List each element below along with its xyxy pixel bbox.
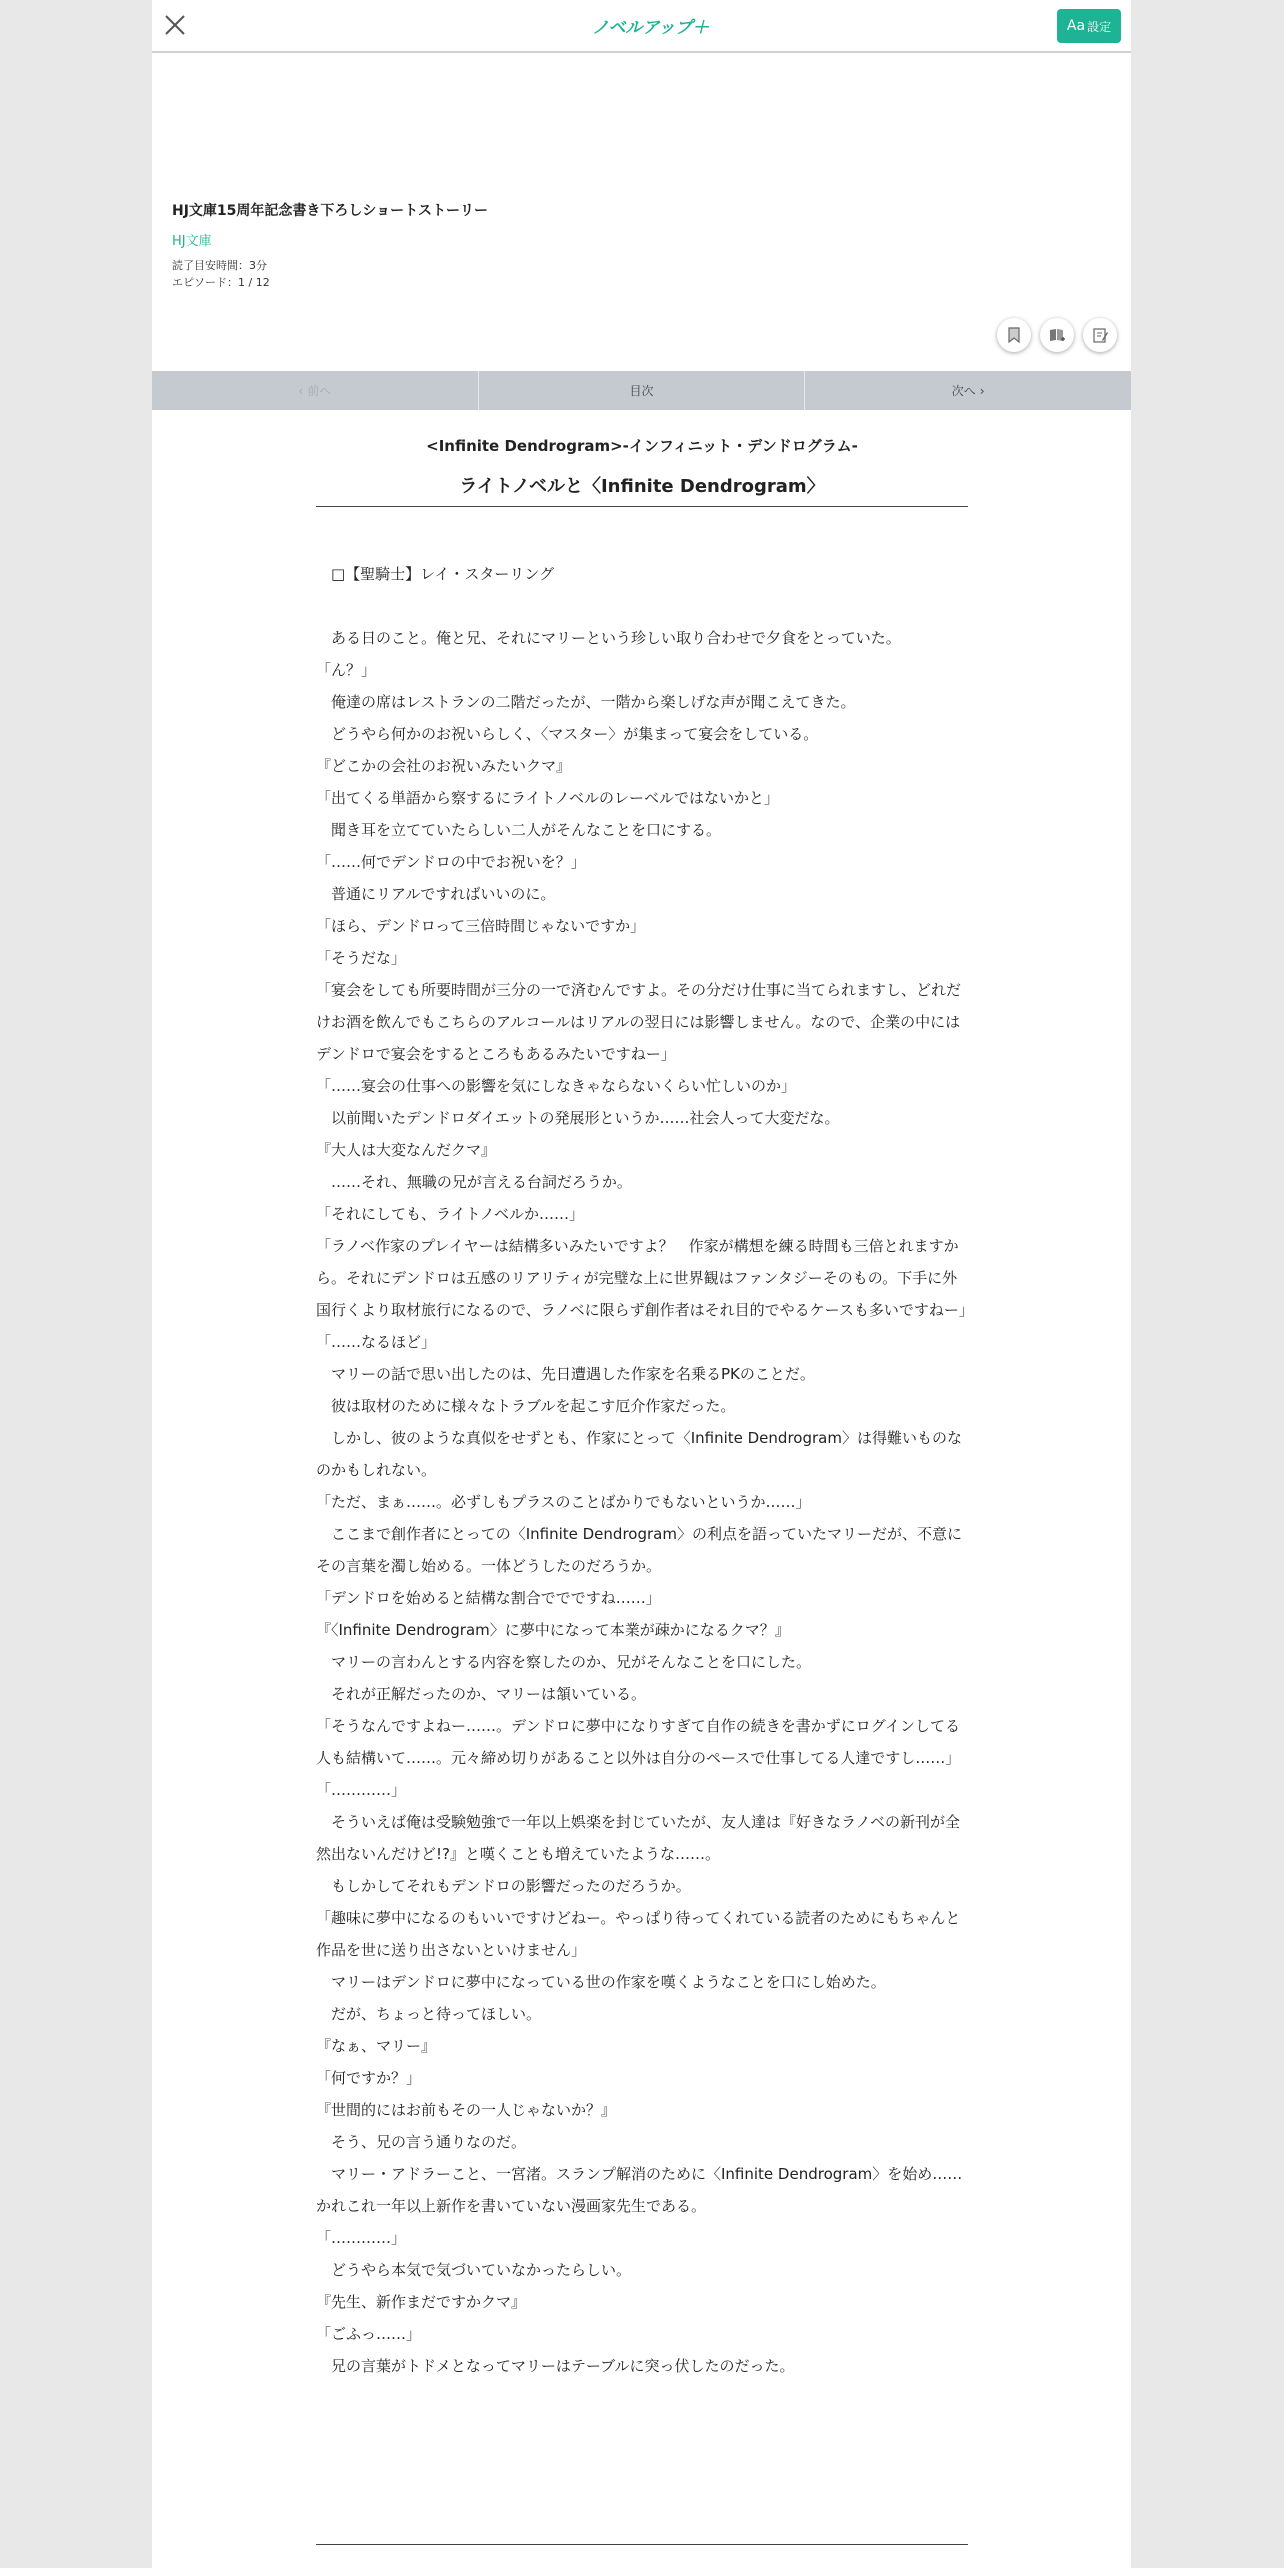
story-paragraph: そういえば俺は受験勉強で一年以上娯楽を封じていたが、友人達は『好きなラノベの新刊が全然出ないんだけど!?』と嘆くことも増えていたような……。 xyxy=(316,1813,960,1863)
bookshelf-button[interactable] xyxy=(1040,318,1074,352)
bookmark-icon xyxy=(1005,326,1023,344)
story-paragraph: 普通にリアルですればいいのに。 xyxy=(316,885,556,903)
story-paragraph: 「…………」 xyxy=(316,2229,407,2247)
story-paragraph: しかし、彼のような真似をせずとも、作家にとって〈Infinite Dendrogram〉は得難いものなのかもしれない。 xyxy=(316,1429,962,1479)
story-paragraph: 俺達の席はレストランの二階だったが、一階から楽しげな声が聞こえてきた。 xyxy=(316,693,856,711)
story-paragraph: マリー・アドラーこと、一宮渚。スランプ解消のために〈Infinite Dendrogram〉を始め……かれこれ一年以上新作を書いていない漫画家先生である。 xyxy=(316,2165,963,2215)
story-paragraph: ここまで創作者にとっての〈Infinite Dendrogram〉の利点を語っていたマリーだが、不意にその言葉を濁し始める。一体どうしたのだろうか。 xyxy=(316,1525,962,1575)
chapter-content xyxy=(316,410,974,2382)
story-paragraph: 「そうなんですよねー……。デンドロに夢中になりすぎて自作の続きを書かずにログインしてる人も結構いて……。元々締め切りがあること以外は自分のペースで仕事してる人達ですし……」 xyxy=(316,1717,961,1767)
story-paragraph: 『大人は大変なんだクマ』 xyxy=(316,1141,497,1159)
next-episode-button[interactable] xyxy=(804,371,1131,410)
story-paragraph: 「趣味に夢中になるのもいいですけどねー。やっぱり待ってくれている読者のためにもちゃんと作品を世に送り出さないといけません」 xyxy=(316,1909,961,1959)
settings-button[interactable] xyxy=(1057,9,1121,43)
series-title: HJ文庫15周年記念書き下ろしショートストーリー xyxy=(172,203,488,219)
story-paragraph: それが正解だったのか、マリーは頷いている。 xyxy=(316,1685,647,1703)
story-paragraph: だが、ちょっと待ってほしい。 xyxy=(316,2005,542,2023)
episode-nav xyxy=(152,371,1131,410)
publisher-link[interactable]: HJ文庫 xyxy=(172,234,212,249)
end-divider xyxy=(316,2544,968,2545)
story-paragraph: 「そうだな」 xyxy=(316,949,407,967)
book-add-icon xyxy=(1048,326,1066,344)
story-paragraph: 「ラノベ作家のプレイヤーは結構多いみたいですよ？ 作家が構想を練る時間も三倍とれますから。それにデンドロは五感のリアリティが完璧な上に世界観はファンタジーそのもの。下手に外国行くより取材旅行になるので、ラノベに限らず創作者はそれ目的でやるケースも多いですねー」 xyxy=(316,1237,974,1319)
story-paragraph: マリーの言わんとする内容を察したのか、兄がそんなことを口にした。 xyxy=(316,1653,812,1671)
top-bar xyxy=(152,0,1131,53)
story-paragraph: どうやら何かのお祝いらしく、〈マスター〉が集まって宴会をしている。 xyxy=(316,725,819,743)
story-paragraph: 「ほら、デンドロって三倍時間じゃないですか」 xyxy=(316,917,646,935)
text-size-icon: Aa xyxy=(1066,18,1086,34)
next-label: 次へ xyxy=(951,384,976,398)
story-paragraph: 「出てくる単語から察するにライトノベルのレーベルではないかと」 xyxy=(316,789,780,807)
story-paragraph: 以前聞いたデンドロダイエットの発展形というか……社会人って大変だな。 xyxy=(316,1109,840,1127)
story-paragraph: 兄の言葉がトドメとなってマリーはテーブルに突っ伏したのだった。 xyxy=(316,2357,795,2375)
story-body xyxy=(316,558,974,2382)
reading-time: 読了目安時間：3分 xyxy=(172,259,267,272)
story-paragraph xyxy=(316,590,968,622)
close-icon[interactable] xyxy=(160,10,190,40)
site-logo[interactable] xyxy=(592,10,709,40)
reader-page xyxy=(152,0,1131,2568)
edit-note-icon xyxy=(1091,326,1109,344)
story-paragraph: 「ただ、まぁ……。必ずしもプラスのことばかりでもないというか……」 xyxy=(316,1493,811,1511)
story-paragraph: 『世間的にはお前もその一人じゃないか？』 xyxy=(316,2101,617,2119)
bookmark-button[interactable] xyxy=(997,318,1031,352)
review-button[interactable] xyxy=(1083,318,1117,352)
story-paragraph: そう、兄の言う通りなのだ。 xyxy=(316,2133,527,2151)
story-paragraph: 「…………」 xyxy=(316,1781,407,1799)
story-paragraph: 『どこかの会社のお祝いみたいクマ』 xyxy=(316,757,572,775)
story-paragraph: ある日のこと。俺と兄、それにマリーという珍しい取り合わせで夕食をとっていた。 xyxy=(316,629,901,647)
story-paragraph: 「……宴会の仕事への影響を気にしなきゃならないくらい忙しいのか」 xyxy=(316,1077,797,1095)
episode-title: ライトノベルと〈Infinite Dendrogram〉 xyxy=(316,472,968,507)
story-paragraph: 「デンドロを始めると結構な割合ででですね……」 xyxy=(316,1589,661,1607)
story-paragraph: 「ごふっ……」 xyxy=(316,2325,422,2343)
story-paragraph: 聞き耳を立てていたらしい二人がそんなことを口にする。 xyxy=(316,821,722,839)
story-paragraph: 「宴会をしても所要時間が三分の一で済むんですよ。その分だけ仕事に当てられますし、どれだけお酒を飲んでもこちらのアルコールはリアルの翌日には影響しません。なので、企業の中にはデンドロで宴会をするところもあるみたいですねー」 xyxy=(316,981,962,1063)
logo-text: ノベルアップ＋ xyxy=(592,17,710,38)
story-paragraph: □【聖騎士】レイ・スターリング xyxy=(316,565,555,583)
story-paragraph: 「……なるほど」 xyxy=(316,1333,437,1351)
work-info xyxy=(172,200,872,291)
story-paragraph: 『先生、新作まだですかクマ』 xyxy=(316,2293,527,2311)
prev-episode-button[interactable] xyxy=(152,371,478,410)
story-paragraph: 「それにしても、ライトノベルか……」 xyxy=(316,1205,585,1223)
toc-label: 目次 xyxy=(629,384,654,398)
story-paragraph: 「何ですか？」 xyxy=(316,2069,422,2087)
story-paragraph: 『〈Infinite Dendrogram〉に夢中になって本業が疎かになるクマ？』 xyxy=(316,1621,790,1639)
story-paragraph: もしかしてそれもデンドロの影響だったのだろうか。 xyxy=(316,1877,691,1895)
story-paragraph: どうやら本気で気づいていなかったらしい。 xyxy=(316,2261,632,2279)
novel-title: <Infinite Dendrogram>-インフィニット・デンドログラム- xyxy=(426,437,858,455)
story-paragraph: 彼は取材のために様々なトラブルを起こす厄介作家だった。 xyxy=(316,1397,736,1415)
chevron-left-icon: ‹ xyxy=(298,383,304,398)
toc-button[interactable] xyxy=(478,371,805,410)
chevron-right-icon: › xyxy=(979,383,985,398)
story-paragraph: マリーはデンドロに夢中になっている世の作家を嘆くようなことを口にし始めた。 xyxy=(316,1973,886,1991)
prev-label: 前へ xyxy=(307,384,332,398)
story-paragraph: 「ん？」 xyxy=(316,661,377,679)
episode-counter: エピソード：1 / 12 xyxy=(172,276,270,289)
story-paragraph: 「……何でデンドロの中でお祝いを？」 xyxy=(316,853,586,871)
story-paragraph: 『なぁ、マリー』 xyxy=(316,2037,437,2055)
story-paragraph: マリーの話で思い出したのは、先日遭遇した作家を名乗るPKのことだ。 xyxy=(316,1365,815,1383)
settings-label: 設定 xyxy=(1087,19,1112,34)
story-paragraph: ……それ、無職の兄が言える台詞だろうか。 xyxy=(316,1173,632,1191)
